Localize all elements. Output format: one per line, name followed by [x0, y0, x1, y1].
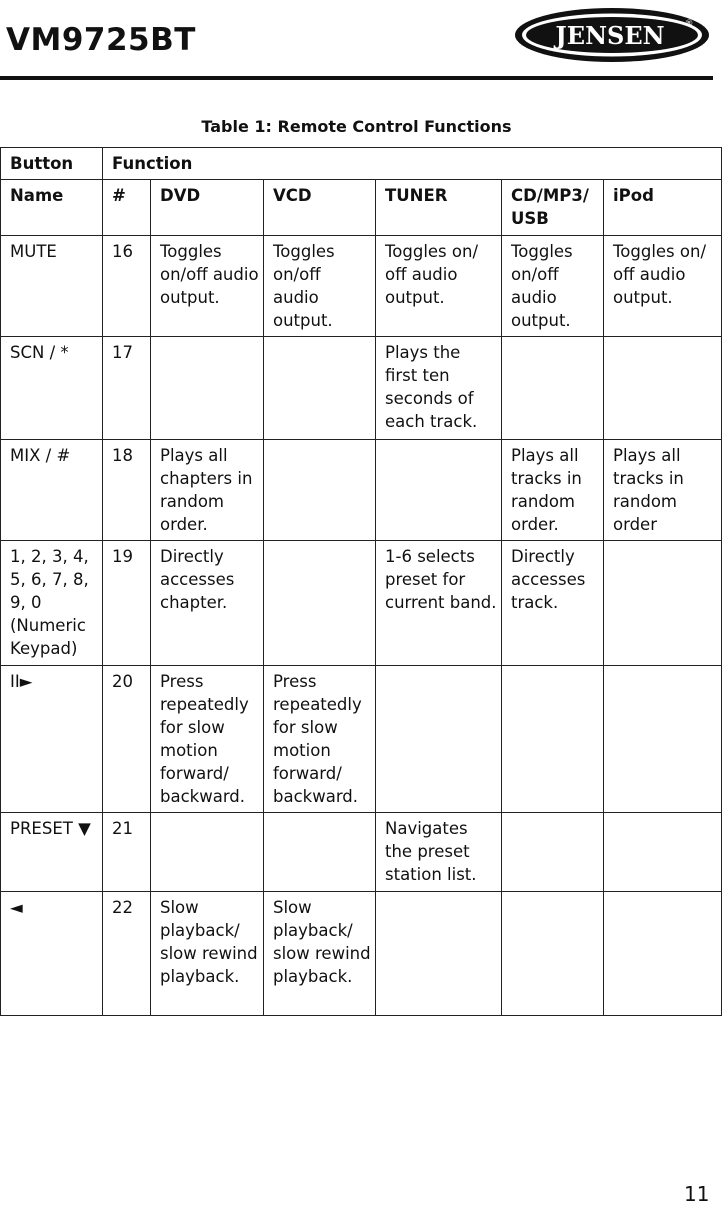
- table-row: [1, 236, 722, 337]
- cell-cd: [502, 337, 604, 440]
- cell-tuner: [376, 440, 502, 541]
- jensen-logo: [513, 6, 711, 64]
- cell-vcd: [264, 337, 376, 440]
- cell-vcd: Toggles on/off audio output.: [264, 236, 376, 337]
- cell-vcd: Press repeatedly for slow motion forward/ backward.: [264, 666, 376, 813]
- cell-name: 1, 2, 3, 4, 5, 6, 7, 8, 9, 0 (Numeric Keypad): [1, 541, 103, 666]
- model-title: VM9725BT: [6, 22, 196, 58]
- header-rule: [0, 76, 713, 80]
- cell-dvd: Directly accesses chapter.: [151, 541, 264, 666]
- cell-tuner: [376, 892, 502, 1016]
- cell-vcd: [264, 541, 376, 666]
- table-row: [1, 666, 722, 813]
- header-name: Name: [1, 180, 103, 236]
- page-number: 11: [684, 1182, 710, 1206]
- cell-number: 21: [103, 813, 151, 892]
- header-function: Function: [103, 148, 722, 180]
- cell-number: 17: [103, 337, 151, 440]
- table-row: [1, 892, 722, 1016]
- cell-cd: [502, 813, 604, 892]
- cell-number: 19: [103, 541, 151, 666]
- cell-cd: Plays all tracks in random order.: [502, 440, 604, 541]
- cell-dvd: [151, 813, 264, 892]
- cell-tuner: [376, 666, 502, 813]
- cell-tuner: Toggles on/ off audio output.: [376, 236, 502, 337]
- cell-cd: Directly accesses track.: [502, 541, 604, 666]
- cell-vcd: [264, 440, 376, 541]
- cell-dvd: [151, 337, 264, 440]
- registered-mark: ®: [684, 19, 694, 29]
- cell-name: PRESET ▼: [1, 813, 103, 892]
- cell-name: ◄: [1, 892, 103, 1016]
- cell-number: 22: [103, 892, 151, 1016]
- cell-dvd: Slow playback/ slow rewind playback.: [151, 892, 264, 1016]
- cell-vcd: Slow playback/ slow rewind playback.: [264, 892, 376, 1016]
- cell-ipod: [604, 813, 722, 892]
- cell-cd: Toggles on/off audio output.: [502, 236, 604, 337]
- header-row-primary: [1, 148, 722, 180]
- header-number: #: [103, 180, 151, 236]
- cell-name: MIX / #: [1, 440, 103, 541]
- cell-ipod: Plays all tracks in random order: [604, 440, 722, 541]
- cell-ipod: [604, 541, 722, 666]
- cell-vcd: [264, 813, 376, 892]
- cell-dvd: Press repeatedly for slow motion forward/ backward.: [151, 666, 264, 813]
- cell-number: 20: [103, 666, 151, 813]
- cell-name: MUTE: [1, 236, 103, 337]
- header-button: Button: [1, 148, 103, 180]
- cell-tuner: 1-6 selects preset for current band.: [376, 541, 502, 666]
- header-row-secondary: [1, 180, 722, 236]
- cell-tuner: Plays the first ten seconds of each track.: [376, 337, 502, 440]
- cell-number: 18: [103, 440, 151, 541]
- header-cd-mp3-usb: CD/MP3/ USB: [502, 180, 604, 236]
- cell-dvd: Toggles on/off audio output.: [151, 236, 264, 337]
- table-row: [1, 813, 722, 892]
- table-row: [1, 541, 722, 666]
- table-row: [1, 440, 722, 541]
- cell-ipod: [604, 666, 722, 813]
- table-row: [1, 337, 722, 440]
- cell-ipod: [604, 337, 722, 440]
- cell-ipod: Toggles on/ off audio output.: [604, 236, 722, 337]
- cell-dvd: Plays all chapters in random order.: [151, 440, 264, 541]
- cell-tuner: Navigates the preset station list.: [376, 813, 502, 892]
- header-vcd: VCD: [264, 180, 376, 236]
- header-dvd: DVD: [151, 180, 264, 236]
- header-tuner: TUNER: [376, 180, 502, 236]
- cell-ipod: [604, 892, 722, 1016]
- cell-name: SCN / *: [1, 337, 103, 440]
- table-caption: Table 1: Remote Control Functions: [201, 117, 512, 136]
- remote-control-functions-table: [0, 147, 722, 1016]
- logo-wordmark: JENSEN: [555, 21, 665, 50]
- cell-name: II►: [1, 666, 103, 813]
- cell-number: 16: [103, 236, 151, 337]
- cell-cd: [502, 666, 604, 813]
- cell-cd: [502, 892, 604, 1016]
- header-ipod: iPod: [604, 180, 722, 236]
